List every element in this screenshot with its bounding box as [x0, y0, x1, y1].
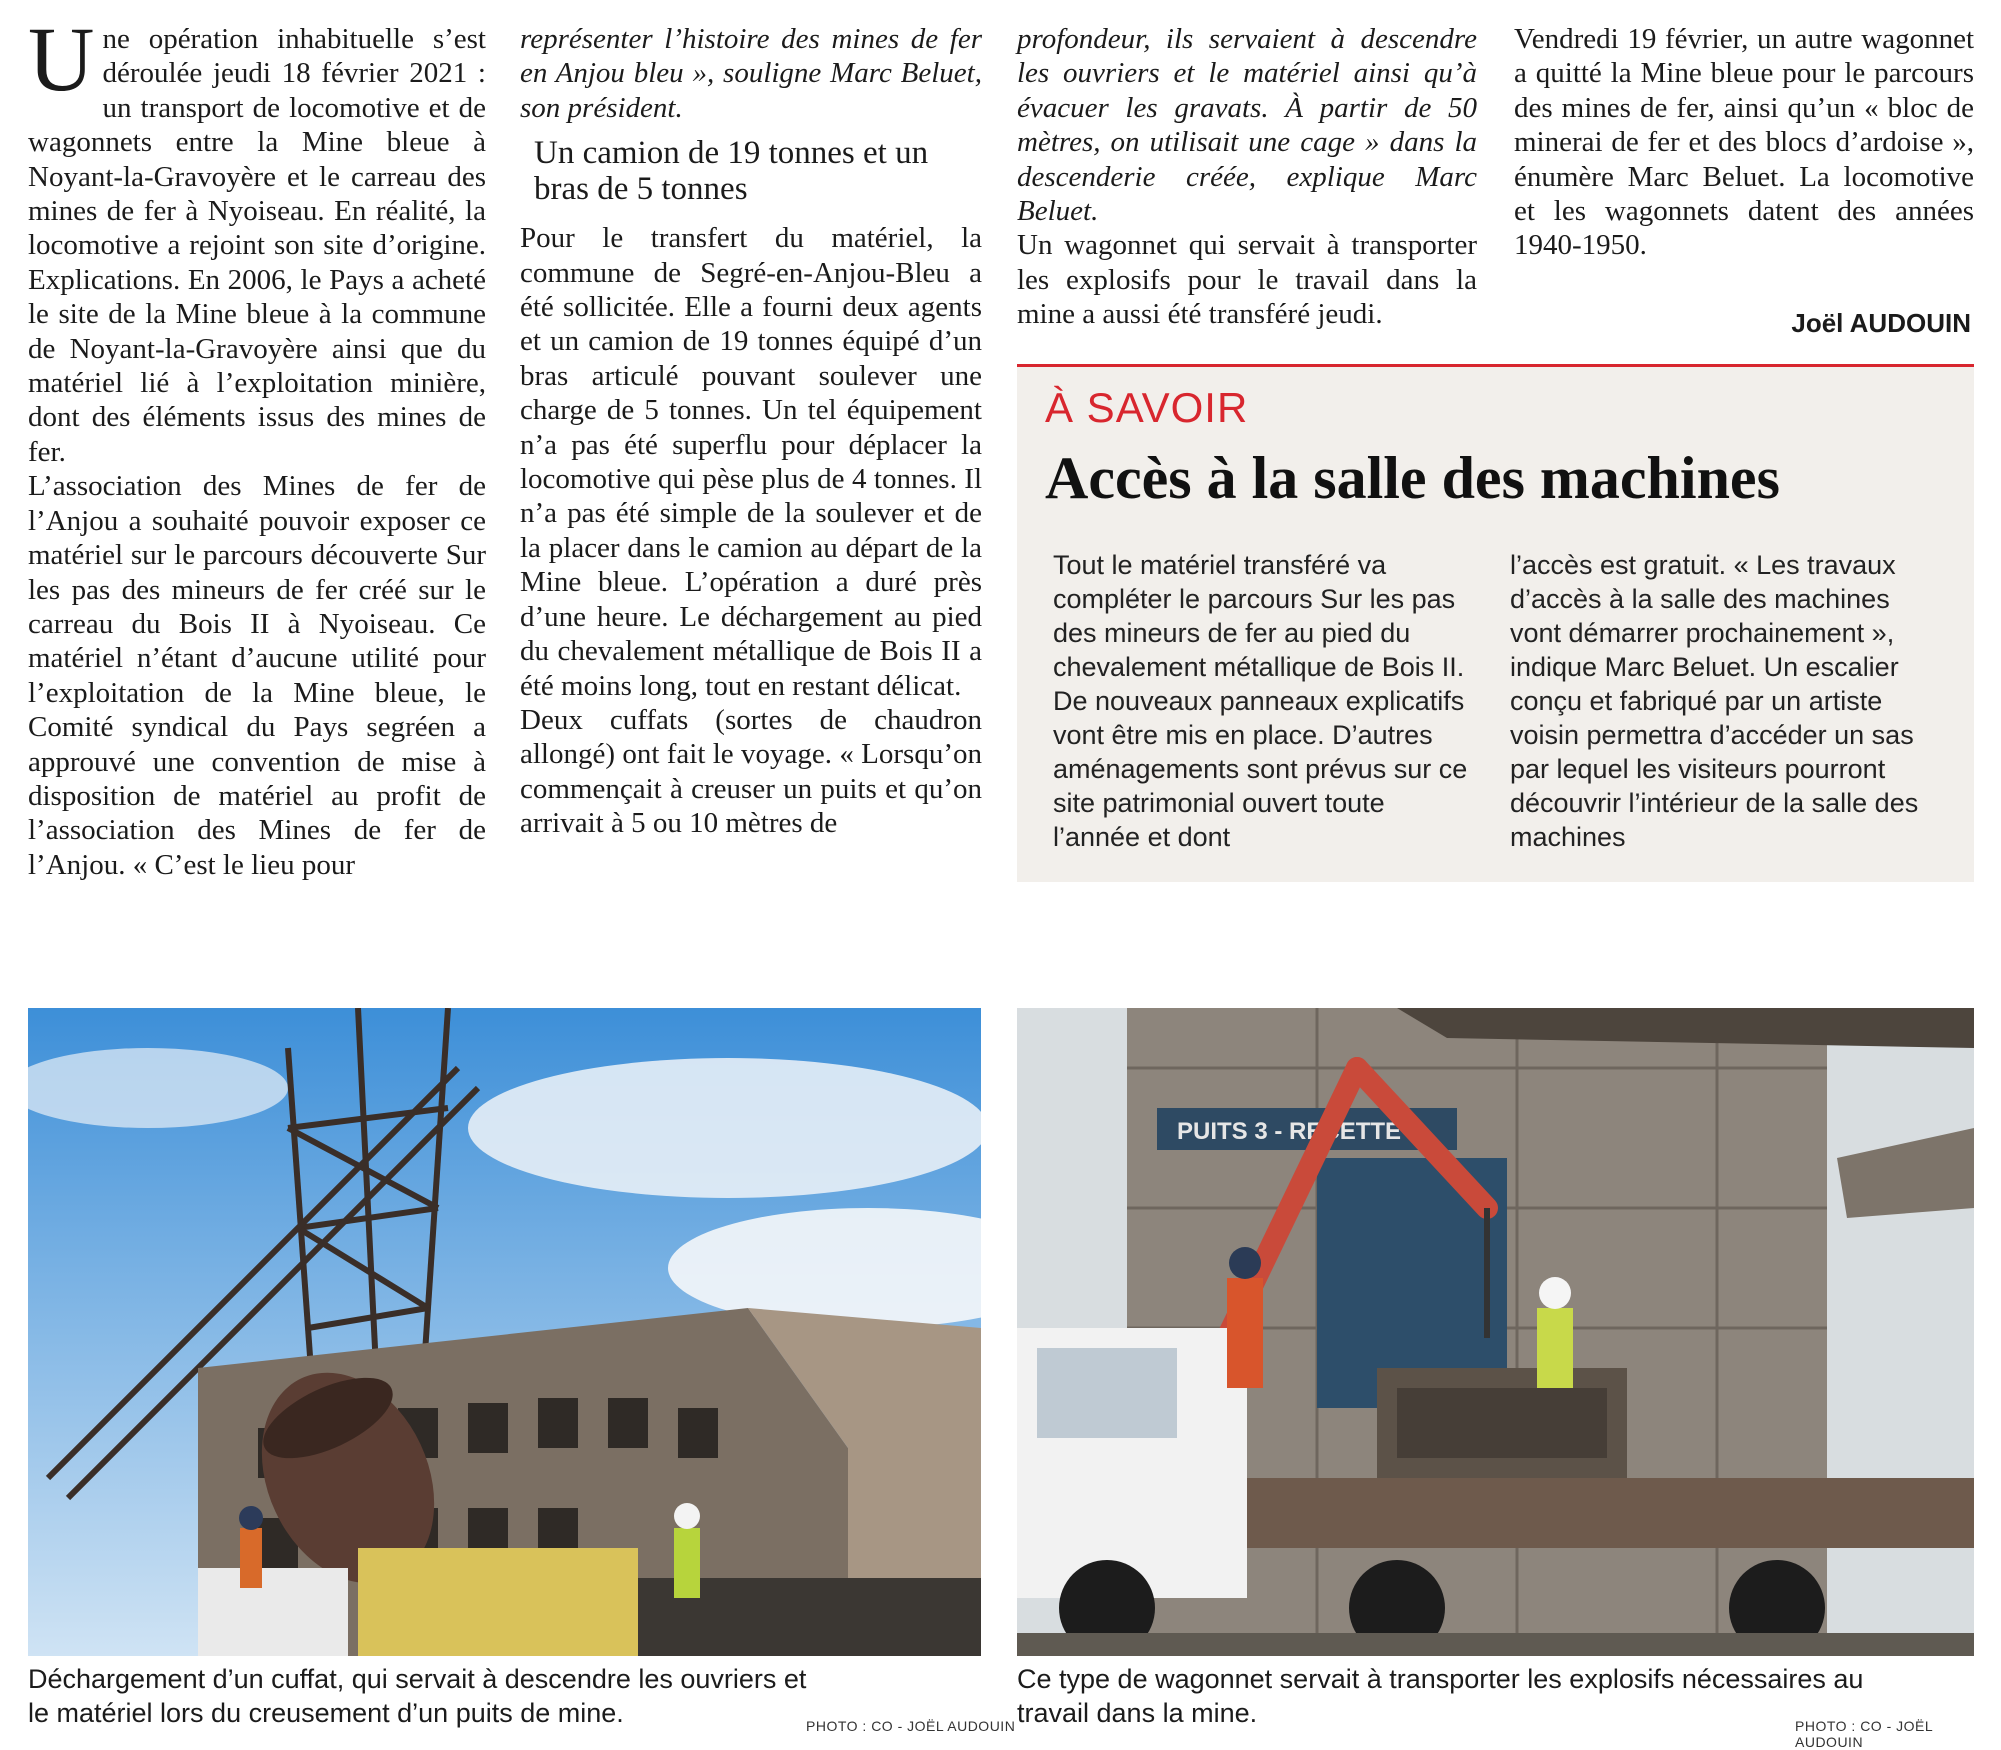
sidebar-kicker: À SAVOIR	[1045, 384, 1249, 431]
photo-caption-1: Déchargement d’un cuffat, qui servait à descendre les ouvriers et le matériel lors du creusement d’un puits de mine.	[28, 1664, 807, 1728]
photo-cuffat-image	[28, 1008, 981, 1656]
article-subhead: Un camion de 19 tonnes et un bras de 5 tonnes	[534, 135, 929, 208]
article-column-4	[1514, 22, 1974, 263]
article-paragraph: représenter l’histoire des mines de fer en Anjou bleu », souligne Marc Beluet, son président.	[520, 23, 982, 124]
sidebar-title: Accès à la salle des machines	[1045, 445, 1780, 511]
sidebar-paragraph: Tout le matériel transféré va compléter le parcours Sur les pas des mineurs de fer au pied du chevalement métallique de Bois II. De nouveaux panneaux explicatifs vont être mis en place. D’autres aménagements sont prévus sur ce site patrimonial ouvert toute l’année et dont	[1053, 550, 1468, 852]
article-paragraph: Deux cuffats (sortes de chaudron allongé) ont fait le voyage. « Lorsqu’on commençait à creuser un puits et qu’on arrivait à 5 ou 10 mètres de	[520, 703, 982, 840]
sidebar-column-2	[1510, 548, 1930, 854]
photo-cuffat	[28, 1008, 981, 1656]
article-paragraph: Vendredi 19 février, un autre wagonnet a quitté la Mine bleue pour le parcours des mines de fer, ainsi qu’un « bloc de minerai de fer et des blocs d’ardoise », énumère Marc Beluet. La locomotive et les wagonnets datent des années 1940-1950.	[1514, 23, 1974, 262]
photo-wagonnet	[1017, 1008, 1974, 1656]
photo-wagonnet-image	[1017, 1008, 1974, 1656]
article-paragraph: profondeur, ils servaient à descendre les ouvriers et le matériel ainsi qu’à évacuer les gravats. À partir de 50 mètres, on utilisait une cage » dans la descenderie créée, explique Marc Beluet.	[1017, 23, 1477, 228]
article-column-1	[28, 8, 486, 882]
sidebar-paragraph: l’accès est gratuit. « Les travaux d’accès à la salle des machines vont démarrer prochainement », indique Marc Beluet. Un escalier conçu et fabriqué par un artiste voisin permettra d’accéder un sas par lequel les visiteurs pourront découvrir l’intérieur de la salle des machines	[1510, 550, 1919, 852]
article-paragraph: Pour le transfert du matériel, la commune de Segré-en-Anjou-Bleu a été sollicitée. Elle a fourni deux agents et un camion de 19 tonnes équipé d’un bras articulé pouvant soulever une charge de 5 tonnes. Un tel équipement n’a pas été superflu pour déplacer la locomotive qui pèse plus de 4 tonnes. Il n’a pas été simple de la soulever et de la placer dans le camion au départ de la Mine bleue. L’opération a duré près d’une heure. Le déchargement au pied du chevalement métallique de Bois II a été moins long, tout en restant délicat.	[520, 222, 982, 702]
article-paragraph: L’association des Mines de fer de l’Anjou a souhaité pouvoir exposer ce matériel sur le parcours découverte Sur les pas des mineurs de fer créé sur le carreau du Bois II à Nyoiseau. Ce matériel n’étant d’aucune utilité pour l’exploitation de la Mine bleue, le Comité syndical du Pays segréen a approuvé une convention de mise à disposition de matériel au profit de l’association des Mines de fer de l’Anjou. « C’est le lieu pour	[28, 470, 486, 881]
article-byline: Joël AUDOUIN	[1791, 308, 1971, 338]
article-column-2	[520, 22, 982, 841]
article-column-3	[1017, 22, 1477, 332]
drop-cap: U	[28, 8, 95, 110]
photo-caption-2: Ce type de wagonnet servait à transporter les explosifs nécessaires au travail dans la mine.	[1017, 1664, 1864, 1728]
article-paragraph: Un wagonnet qui servait à transporter les explosifs pour le travail dans la mine a aussi été transféré jeudi.	[1017, 229, 1477, 331]
sidebar-column-1	[1053, 548, 1473, 854]
building-sign: PUITS 3 - RECETTE	[1177, 1118, 1402, 1145]
photo-credit-2: PHOTO : CO - JOËL AUDOUIN	[1795, 1718, 1933, 1750]
photo-credit-1: PHOTO : CO - JOËL AUDOUIN	[806, 1718, 1016, 1734]
article-paragraph: ne opération inhabituelle s’est déroulée jeudi 18 février 2021 : un transport de locomotive et de wagonnets entre la Mine bleue à Noyant-la-Gravoyère et le carreau des mines de fer à Nyoiseau. En réalité, la locomotive a rejoint son site d’origine. Explications. En 2006, le Pays a acheté le site de la Mine bleue à la commune de Noyant-la-Gravoyère ainsi que du matériel lié à l’exploitation minière, dont des éléments issus des mines de fer.	[28, 23, 486, 468]
